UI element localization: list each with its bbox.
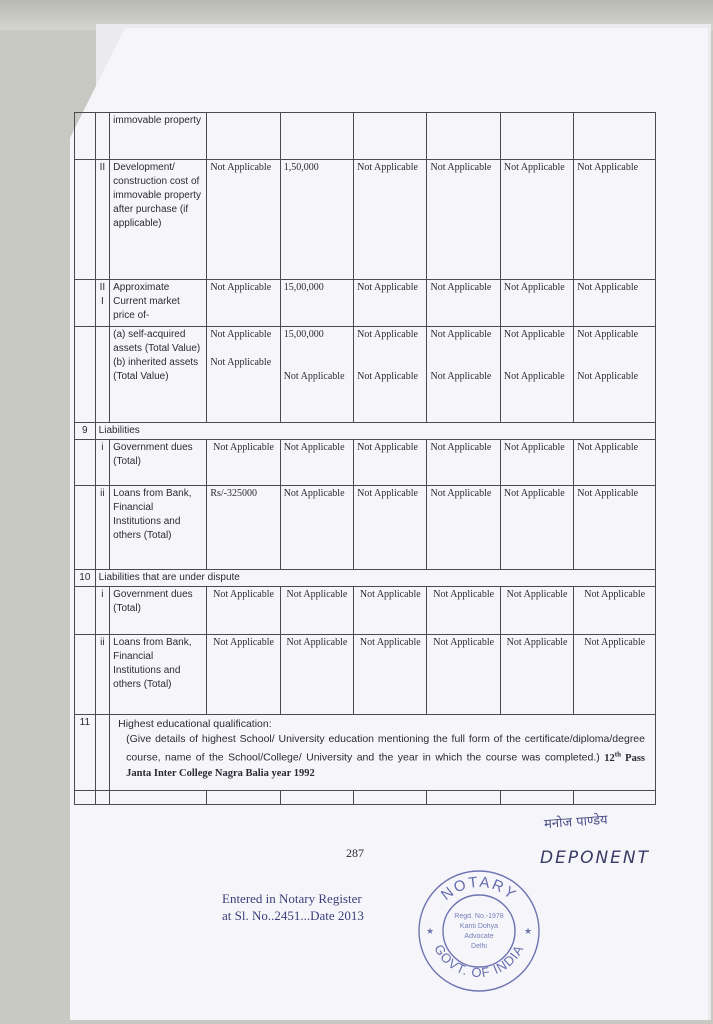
value-a: Not Applicable	[430, 329, 492, 340]
table-row	[75, 440, 656, 486]
row-subnumber: II I	[95, 280, 109, 327]
self-acquired-label: (a) self-acquired assets (Total Value)	[113, 329, 201, 354]
value-cell: Not Applicable	[574, 440, 656, 486]
row-subnumber: i	[95, 440, 109, 486]
empty-cell	[95, 791, 109, 805]
register-line-1: Entered in Notary Register	[222, 891, 362, 906]
value-cell: Not Applicable	[574, 280, 656, 327]
value-cell	[427, 327, 500, 423]
value-cell: Not Applicable	[207, 440, 280, 486]
section-number: 11	[75, 715, 96, 791]
row-description: Approximate Current market price of-	[110, 280, 207, 327]
empty-cell	[207, 791, 280, 805]
value-cell: Not Applicable	[207, 280, 280, 327]
row-number	[75, 160, 96, 280]
value-cell: 15,00,000	[280, 280, 353, 327]
empty-cell	[280, 791, 353, 805]
seal-top-text: NOTARY	[437, 873, 521, 904]
value-cell: Not Applicable	[280, 440, 353, 486]
value-cell: Not Applicable	[500, 280, 573, 327]
value-cell: Not Applicable	[354, 635, 427, 715]
value-cell: Not Applicable	[427, 635, 500, 715]
value-cell: Rs/-325000	[207, 486, 280, 570]
row-number	[75, 587, 96, 635]
answer-text: Pass Janta Inter College Nagra Balia year 1992	[126, 752, 645, 779]
value-cell: Not Applicable	[574, 160, 656, 280]
value-cell	[207, 327, 280, 423]
value-cell	[574, 113, 656, 160]
table-row	[75, 113, 656, 160]
empty-cell	[110, 791, 207, 805]
value-cell: Not Applicable	[574, 587, 656, 635]
empty-cell	[427, 791, 500, 805]
row-number	[75, 327, 96, 423]
value-cell	[354, 327, 427, 423]
empty-cell	[75, 791, 96, 805]
value-cell: Not Applicable	[500, 635, 573, 715]
seal-line-3: Advocate	[464, 933, 494, 940]
row-subnumber: ii	[95, 635, 109, 715]
value-cell: Not Applicable	[500, 587, 573, 635]
value-cell: Not Applicable	[427, 440, 500, 486]
section-header-row	[75, 423, 656, 440]
row-subnumber	[95, 327, 109, 423]
row-subnumber: ii	[95, 486, 109, 570]
empty-row	[75, 791, 656, 805]
education-row	[75, 715, 656, 791]
seal-line-2: Kanti Dohya	[459, 923, 499, 930]
value-b: Not Applicable	[503, 371, 565, 382]
value-a: 15,00,000	[283, 329, 324, 340]
row-subnumber: i	[95, 587, 109, 635]
seal-bottom-text: GOVT. OF INDIA	[431, 941, 527, 981]
value-cell: Not Applicable	[500, 440, 573, 486]
value-cell: Not Applicable	[574, 486, 656, 570]
handwritten-signature: मनोज पाण्डेय	[543, 812, 609, 833]
row-subnumber	[95, 113, 109, 160]
value-cell: Not Applicable	[280, 486, 353, 570]
section-title: Liabilities that are under dispute	[95, 570, 655, 587]
seal-line-4: Delhi	[471, 943, 487, 950]
empty-cell	[354, 791, 427, 805]
empty-cell	[574, 791, 656, 805]
table-row	[75, 327, 656, 423]
value-a: Not Applicable	[503, 329, 565, 340]
value-cell	[500, 327, 573, 423]
value-cell	[427, 113, 500, 160]
value-cell: Not Applicable	[427, 160, 500, 280]
value-a: Not Applicable	[577, 329, 639, 340]
section-header-row	[75, 570, 656, 587]
value-cell: Not Applicable	[500, 486, 573, 570]
value-cell: Not Applicable	[354, 160, 427, 280]
value-cell: Not Applicable	[280, 635, 353, 715]
value-cell: Not Applicable	[280, 587, 353, 635]
row-number	[75, 280, 96, 327]
row-description	[110, 327, 207, 423]
value-cell	[280, 327, 353, 423]
row-description: Government dues (Total)	[110, 587, 207, 635]
section-number: 10	[75, 570, 96, 587]
value-b: Not Applicable	[357, 371, 418, 382]
table-row	[75, 160, 656, 280]
value-cell: Not Applicable	[354, 587, 427, 635]
row-number	[75, 486, 96, 570]
value-cell	[280, 113, 353, 160]
table-row	[75, 280, 656, 327]
row-description: Government dues (Total)	[110, 440, 207, 486]
register-line-2: at Sl. No..2451...Date 2013	[222, 908, 364, 923]
answer-prefix: 12	[604, 752, 615, 764]
value-cell: Not Applicable	[574, 635, 656, 715]
value-cell	[574, 327, 656, 423]
section-title: Liabilities	[95, 423, 655, 440]
row-subnumber: II	[95, 160, 109, 280]
row-description: Loans from Bank, Financial Institutions and others (Total)	[110, 486, 207, 570]
section-number: 9	[75, 423, 96, 440]
table-row	[75, 486, 656, 570]
value-cell: Not Applicable	[427, 587, 500, 635]
row-number	[75, 440, 96, 486]
value-b: Not Applicable	[283, 371, 345, 382]
education-title: Highest educational qualification:	[118, 718, 272, 730]
value-cell: 1,50,000	[280, 160, 353, 280]
value-cell: Not Applicable	[207, 587, 280, 635]
education-instruction: (Give details of highest School/ University education mentioning the full form of the certificate/diploma/degree course, name of the School/College/ University and the year in which the course was completed.)	[126, 733, 645, 764]
value-b: Not Applicable	[577, 371, 639, 382]
star-icon: ★	[524, 926, 533, 936]
row-number	[75, 635, 96, 715]
deponent-label: DEPONENT	[540, 848, 651, 868]
value-cell: Not Applicable	[500, 160, 573, 280]
value-cell	[207, 113, 280, 160]
education-details	[110, 715, 656, 791]
education-text	[118, 732, 645, 781]
value-cell: Not Applicable	[354, 440, 427, 486]
page-number: 287	[346, 846, 364, 860]
table-row	[75, 635, 656, 715]
row-description: Development/ construction cost of immovable property after purchase (if applicable)	[110, 160, 207, 280]
value-cell: Not Applicable	[207, 635, 280, 715]
value-a: Not Applicable	[357, 329, 418, 340]
value-cell: Not Applicable	[354, 280, 427, 327]
value-a: Not Applicable	[210, 329, 272, 340]
empty-cell	[500, 791, 573, 805]
row-description: immovable property	[110, 113, 207, 160]
notary-seal	[414, 866, 544, 996]
value-b: Not Applicable	[210, 357, 272, 368]
value-cell: Not Applicable	[354, 486, 427, 570]
value-cell: Not Applicable	[207, 160, 280, 280]
row-number	[75, 113, 96, 160]
notary-register-stamp	[222, 890, 364, 924]
answer-suffix: th	[614, 750, 621, 758]
row-description: Loans from Bank, Financial Institutions and others (Total)	[110, 635, 207, 715]
value-cell: Not Applicable	[427, 486, 500, 570]
inherited-label: (b) inherited assets (Total Value)	[113, 357, 199, 382]
table-row	[75, 587, 656, 635]
assets-liabilities-table	[74, 112, 656, 805]
row-subnumber	[95, 715, 109, 791]
value-cell	[500, 113, 573, 160]
value-cell: Not Applicable	[427, 280, 500, 327]
value-b: Not Applicable	[430, 371, 492, 382]
star-icon: ★	[426, 926, 435, 936]
seal-line-1: Regd. No.-1978	[454, 913, 504, 920]
value-cell	[354, 113, 427, 160]
